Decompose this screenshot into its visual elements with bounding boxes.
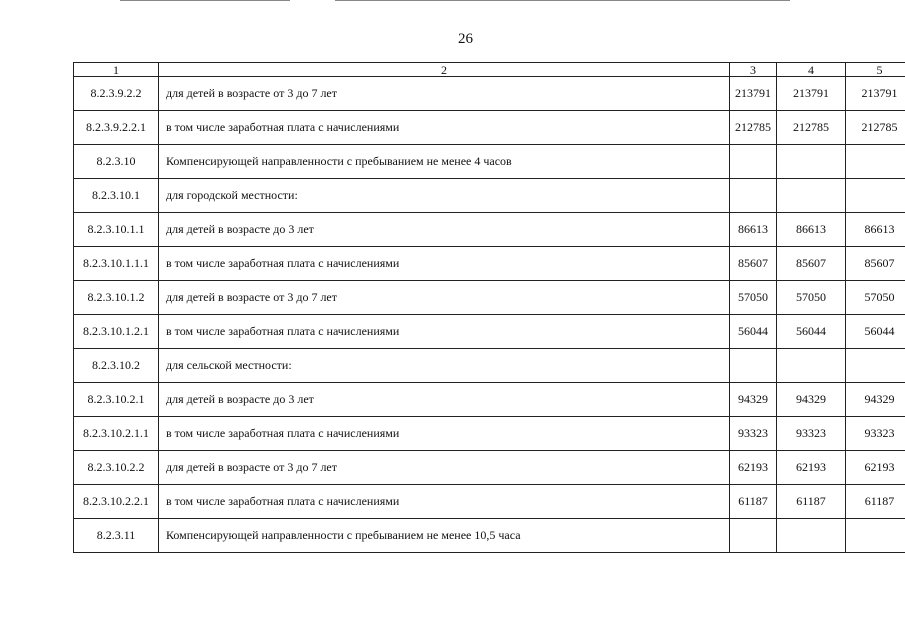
scan-edge-line-left bbox=[120, 0, 290, 1]
row-value-col4-cell: 213791 bbox=[777, 77, 846, 111]
table-row bbox=[74, 451, 905, 485]
row-code-cell: 8.2.3.10.2.2.1 bbox=[74, 485, 159, 519]
row-code-cell: 8.2.3.10 bbox=[74, 145, 159, 179]
row-description-cell: для сельской местности: bbox=[159, 349, 730, 383]
row-value-col3-cell: 212785 bbox=[730, 111, 777, 145]
row-code-cell: 8.2.3.10.1 bbox=[74, 179, 159, 213]
row-value-col4-cell: 94329 bbox=[777, 383, 846, 417]
table-row bbox=[74, 349, 905, 383]
table-row bbox=[74, 213, 905, 247]
row-description-cell: для городской местности: bbox=[159, 179, 730, 213]
row-description-cell: для детей в возрасте от 3 до 7 лет bbox=[159, 281, 730, 315]
row-value-col4-cell: 85607 bbox=[777, 247, 846, 281]
table-row bbox=[74, 417, 905, 451]
row-value-col3-cell bbox=[730, 179, 777, 213]
row-value-col3-cell bbox=[730, 349, 777, 383]
column-header: 1 bbox=[74, 63, 159, 77]
table-row bbox=[74, 77, 905, 111]
row-code-cell: 8.2.3.10.2.1.1 bbox=[74, 417, 159, 451]
row-value-col4-cell: 93323 bbox=[777, 417, 846, 451]
column-header: 5 bbox=[846, 63, 905, 77]
row-code-cell: 8.2.3.10.1.1.1 bbox=[74, 247, 159, 281]
row-description-cell: Компенсирующей направленности с пребыванием не менее 10,5 часа bbox=[159, 519, 730, 553]
table-row bbox=[74, 315, 905, 349]
row-value-col4-cell: 62193 bbox=[777, 451, 846, 485]
row-description-cell: в том числе заработная плата с начислениями bbox=[159, 417, 730, 451]
row-code-cell: 8.2.3.10.2 bbox=[74, 349, 159, 383]
row-code-cell: 8.2.3.9.2.2.1 bbox=[74, 111, 159, 145]
row-value-col3-cell bbox=[730, 145, 777, 179]
page-number: 26 bbox=[458, 31, 473, 47]
row-value-col5-cell: 212785 bbox=[846, 111, 905, 145]
row-value-col4-cell bbox=[777, 145, 846, 179]
row-description-cell: для детей в возрасте от 3 до 7 лет bbox=[159, 451, 730, 485]
row-code-cell: 8.2.3.10.2.2 bbox=[74, 451, 159, 485]
row-value-col3-cell: 56044 bbox=[730, 315, 777, 349]
row-description-cell: для детей в возрасте до 3 лет bbox=[159, 383, 730, 417]
row-value-col4-cell: 86613 bbox=[777, 213, 846, 247]
table-row bbox=[74, 179, 905, 213]
table-header-row bbox=[74, 63, 905, 77]
row-value-col3-cell: 57050 bbox=[730, 281, 777, 315]
row-value-col5-cell: 213791 bbox=[846, 77, 905, 111]
row-value-col5-cell bbox=[846, 349, 905, 383]
row-description-cell: в том числе заработная плата с начислениями bbox=[159, 485, 730, 519]
column-header: 2 bbox=[159, 63, 730, 77]
row-value-col5-cell bbox=[846, 519, 905, 553]
row-value-col4-cell bbox=[777, 179, 846, 213]
row-value-col5-cell bbox=[846, 145, 905, 179]
row-description-cell: Компенсирующей направленности с пребыванием не менее 4 часов bbox=[159, 145, 730, 179]
row-value-col5-cell: 85607 bbox=[846, 247, 905, 281]
row-value-col3-cell: 93323 bbox=[730, 417, 777, 451]
row-value-col5-cell: 86613 bbox=[846, 213, 905, 247]
column-header: 4 bbox=[777, 63, 846, 77]
row-value-col3-cell: 86613 bbox=[730, 213, 777, 247]
row-value-col3-cell: 62193 bbox=[730, 451, 777, 485]
table-row bbox=[74, 519, 905, 553]
row-value-col5-cell: 62193 bbox=[846, 451, 905, 485]
table-row bbox=[74, 247, 905, 281]
table-row bbox=[74, 281, 905, 315]
row-value-col3-cell: 61187 bbox=[730, 485, 777, 519]
row-description-cell: в том числе заработная плата с начислениями bbox=[159, 111, 730, 145]
table-row bbox=[74, 111, 905, 145]
column-header: 3 bbox=[730, 63, 777, 77]
row-value-col4-cell: 56044 bbox=[777, 315, 846, 349]
row-description-cell: в том числе заработная плата с начислениями bbox=[159, 315, 730, 349]
row-value-col4-cell: 61187 bbox=[777, 485, 846, 519]
row-description-cell: для детей в возрасте от 3 до 7 лет bbox=[159, 77, 730, 111]
budget-table bbox=[73, 62, 905, 553]
row-value-col3-cell: 85607 bbox=[730, 247, 777, 281]
row-value-col3-cell: 213791 bbox=[730, 77, 777, 111]
row-code-cell: 8.2.3.10.1.1 bbox=[74, 213, 159, 247]
scan-edge-line-right bbox=[335, 0, 790, 1]
row-value-col4-cell bbox=[777, 519, 846, 553]
row-code-cell: 8.2.3.9.2.2 bbox=[74, 77, 159, 111]
row-value-col5-cell: 56044 bbox=[846, 315, 905, 349]
row-value-col4-cell: 57050 bbox=[777, 281, 846, 315]
row-value-col5-cell: 93323 bbox=[846, 417, 905, 451]
row-value-col5-cell bbox=[846, 179, 905, 213]
table-row bbox=[74, 383, 905, 417]
row-code-cell: 8.2.3.11 bbox=[74, 519, 159, 553]
row-value-col3-cell bbox=[730, 519, 777, 553]
table-row bbox=[74, 145, 905, 179]
row-value-col5-cell: 57050 bbox=[846, 281, 905, 315]
row-code-cell: 8.2.3.10.1.2.1 bbox=[74, 315, 159, 349]
row-value-col5-cell: 61187 bbox=[846, 485, 905, 519]
row-description-cell: в том числе заработная плата с начислениями bbox=[159, 247, 730, 281]
row-code-cell: 8.2.3.10.2.1 bbox=[74, 383, 159, 417]
row-value-col4-cell: 212785 bbox=[777, 111, 846, 145]
row-description-cell: для детей в возрасте до 3 лет bbox=[159, 213, 730, 247]
row-value-col4-cell bbox=[777, 349, 846, 383]
row-code-cell: 8.2.3.10.1.2 bbox=[74, 281, 159, 315]
table-row bbox=[74, 485, 905, 519]
row-value-col3-cell: 94329 bbox=[730, 383, 777, 417]
row-value-col5-cell: 94329 bbox=[846, 383, 905, 417]
